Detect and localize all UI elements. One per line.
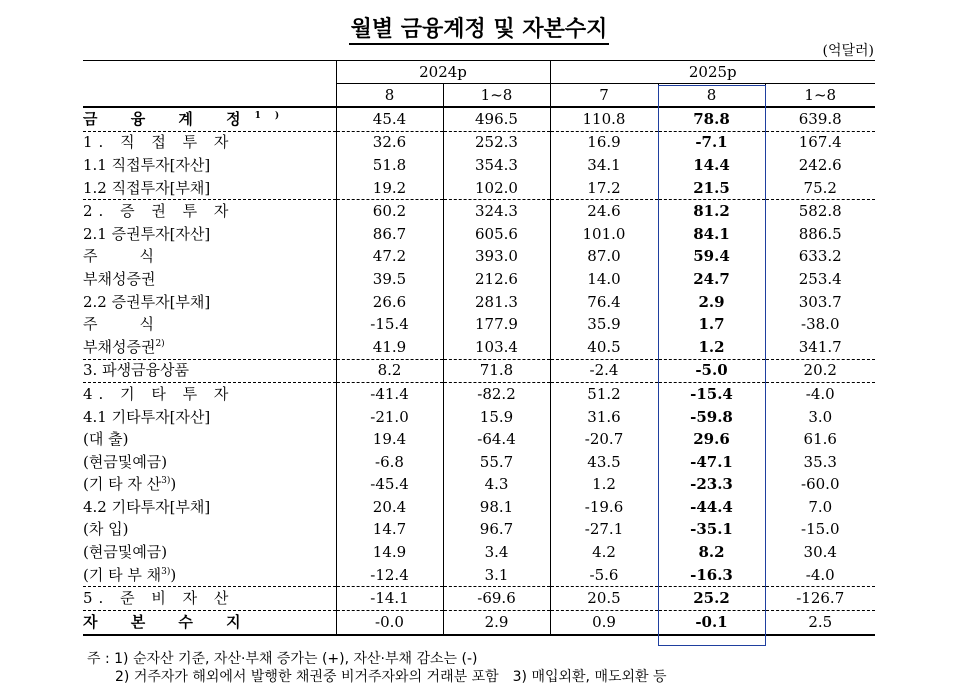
- page-title: 월별 금융계정 및 자본수지: [0, 12, 958, 43]
- row-label: 4.2 기타투자[부채]: [83, 497, 211, 516]
- table-cell: -15.4: [336, 313, 443, 336]
- row-label: 부채성증권: [83, 269, 156, 288]
- table-cell: -64.4: [443, 428, 550, 451]
- table-cell: 101.0: [550, 223, 658, 246]
- footnote-marker: 3): [161, 476, 171, 487]
- table-cell: 14.0: [550, 268, 658, 291]
- table-cell: 96.7: [443, 519, 550, 542]
- table-cell: 98.1: [443, 496, 550, 519]
- table-cell: 2.9: [443, 611, 550, 635]
- table-cell: 35.3: [765, 451, 875, 474]
- table-cell: 78.8: [658, 107, 765, 131]
- table-cell: 4.2: [550, 541, 658, 564]
- table-cell: 3.1: [443, 564, 550, 587]
- table-cell: -2.4: [550, 359, 658, 383]
- table-cell: -44.4: [658, 496, 765, 519]
- table-cell: 84.1: [658, 223, 765, 246]
- table-cell: 87.0: [550, 246, 658, 269]
- header-2025: 2025p: [550, 61, 875, 84]
- table-cell: 633.2: [765, 246, 875, 269]
- table-cell: 75.2: [765, 177, 875, 200]
- header-month: 8: [658, 84, 765, 108]
- row-label: 1.1 직접투자[자산]: [83, 155, 211, 174]
- table-cell: 103.4: [443, 336, 550, 359]
- table-cell: 252.3: [443, 131, 550, 154]
- table-cell: 17.2: [550, 177, 658, 200]
- footnote-2: 2) 거주자가 해외에서 발행한 채권중 비거주자와의 거래분 포함: [115, 669, 499, 685]
- row-label: (기 타 자 산$^{3)}$): [83, 475, 177, 494]
- table-row: [83, 131, 875, 154]
- row-label: 1.2 직접투자[부채]: [83, 178, 211, 197]
- table-cell: -38.0: [765, 313, 875, 336]
- table-cell: -69.6: [443, 587, 550, 611]
- row-label: 2.1 증권투자[자산]: [83, 224, 211, 243]
- table-cell: 24.6: [550, 200, 658, 223]
- table-row: [83, 611, 875, 635]
- table-row: [83, 383, 875, 406]
- table-cell: -14.1: [336, 587, 443, 611]
- table-row: [83, 564, 875, 587]
- table-cell: -4.0: [765, 564, 875, 587]
- table-cell: -47.1: [658, 451, 765, 474]
- table-cell: -20.7: [550, 428, 658, 451]
- table-cell: 30.4: [765, 541, 875, 564]
- table-cell: 71.8: [443, 359, 550, 383]
- table-row: [83, 246, 875, 269]
- table-row: [83, 268, 875, 291]
- row-label: 4. 기 타 투 자: [83, 383, 336, 406]
- table-cell: 886.5: [765, 223, 875, 246]
- table-cell: 47.2: [336, 246, 443, 269]
- header-2024: 2024p: [336, 61, 550, 84]
- table-cell: 25.2: [658, 587, 765, 611]
- table-cell: 4.3: [443, 474, 550, 497]
- table-cell: 32.6: [336, 131, 443, 154]
- table-cell: -4.0: [765, 383, 875, 406]
- table-cell: 167.4: [765, 131, 875, 154]
- table-row: [83, 154, 875, 177]
- header-row-years: [83, 61, 875, 84]
- table-cell: -82.2: [443, 383, 550, 406]
- row-label: 3. 파생금융상품: [83, 359, 336, 383]
- table-cell: -35.1: [658, 519, 765, 542]
- table-cell: 14.9: [336, 541, 443, 564]
- table-cell: 24.7: [658, 268, 765, 291]
- table-row: [83, 313, 875, 336]
- table-cell: 341.7: [765, 336, 875, 359]
- footnotes: [87, 650, 667, 686]
- table-cell: 177.9: [443, 313, 550, 336]
- row-label: 4.1 기타투자[자산]: [83, 407, 211, 426]
- header-month: 1~8: [443, 84, 550, 108]
- table-cell: 60.2: [336, 200, 443, 223]
- row-label: 주식: [83, 247, 196, 266]
- table-cell: -15.4: [658, 383, 765, 406]
- header-month: 7: [550, 84, 658, 108]
- table-cell: 7.0: [765, 496, 875, 519]
- table-row: [83, 359, 875, 383]
- table-cell: -16.3: [658, 564, 765, 587]
- table-cell: -15.0: [765, 519, 875, 542]
- table-cell: 59.4: [658, 246, 765, 269]
- table-cell: 496.5: [443, 107, 550, 131]
- table-cell: 20.2: [765, 359, 875, 383]
- footnote-marker: 1): [254, 110, 294, 121]
- footnote-marker: 3): [161, 566, 171, 577]
- table-cell: -59.8: [658, 406, 765, 429]
- table-cell: 21.5: [658, 177, 765, 200]
- table-row: [83, 200, 875, 223]
- table-cell: 2.5: [765, 611, 875, 635]
- table-cell: -0.1: [658, 611, 765, 635]
- row-label: 부채성증권$^{2)}$: [83, 337, 165, 356]
- header-month: 8: [336, 84, 443, 108]
- table-cell: 14.7: [336, 519, 443, 542]
- table-cell: 41.9: [336, 336, 443, 359]
- table-cell: 242.6: [765, 154, 875, 177]
- row-label: (대 출): [83, 430, 129, 449]
- table-cell: -60.0: [765, 474, 875, 497]
- table-cell: 45.4: [336, 107, 443, 131]
- table-cell: 582.8: [765, 200, 875, 223]
- table-row: [83, 587, 875, 611]
- table-row: [83, 496, 875, 519]
- table-cell: 2.9: [658, 291, 765, 314]
- table-row: [83, 107, 875, 131]
- table-cell: 605.6: [443, 223, 550, 246]
- table-cell: 324.3: [443, 200, 550, 223]
- table-cell: 1.7: [658, 313, 765, 336]
- table-cell: 303.7: [765, 291, 875, 314]
- table-row: [83, 541, 875, 564]
- table-cell: 76.4: [550, 291, 658, 314]
- table-cell: -45.4: [336, 474, 443, 497]
- table-cell: -19.6: [550, 496, 658, 519]
- table-cell: 639.8: [765, 107, 875, 131]
- row-label: (차 입): [83, 520, 129, 539]
- table-cell: 39.5: [336, 268, 443, 291]
- row-label: (기 타 부 채$^{3)}$): [83, 565, 177, 584]
- table-row: [83, 428, 875, 451]
- table-cell: 31.6: [550, 406, 658, 429]
- table-cell: 3.4: [443, 541, 550, 564]
- table-row: [83, 451, 875, 474]
- table-row: [83, 177, 875, 200]
- table-cell: -12.4: [336, 564, 443, 587]
- row-label: 5. 준 비 자 산: [83, 587, 336, 611]
- table-cell: 19.4: [336, 428, 443, 451]
- table-cell: 8.2: [336, 359, 443, 383]
- table-cell: 26.6: [336, 291, 443, 314]
- table-cell: 40.5: [550, 336, 658, 359]
- financial-account-table: [83, 60, 875, 636]
- table-cell: 1.2: [658, 336, 765, 359]
- table-row: [83, 291, 875, 314]
- header-month: 1~8: [765, 84, 875, 108]
- table-cell: 102.0: [443, 177, 550, 200]
- table-cell: 16.9: [550, 131, 658, 154]
- table-cell: 86.7: [336, 223, 443, 246]
- table-cell: 19.2: [336, 177, 443, 200]
- table-cell: 43.5: [550, 451, 658, 474]
- table-cell: -27.1: [550, 519, 658, 542]
- table-cell: 20.4: [336, 496, 443, 519]
- table-cell: -5.0: [658, 359, 765, 383]
- table-cell: -7.1: [658, 131, 765, 154]
- table-cell: -23.3: [658, 474, 765, 497]
- table-body: [83, 107, 875, 635]
- table-cell: 0.9: [550, 611, 658, 635]
- table-cell: 110.8: [550, 107, 658, 131]
- table-cell: 55.7: [443, 451, 550, 474]
- table-row: [83, 223, 875, 246]
- table-cell: -126.7: [765, 587, 875, 611]
- row-label: (현금및예금): [83, 452, 168, 471]
- table-cell: 8.2: [658, 541, 765, 564]
- table-cell: -41.4: [336, 383, 443, 406]
- table-cell: -6.8: [336, 451, 443, 474]
- footnote-line-1: 주 : 1) 순자산 기준, 자산·부채 증가는 (+), 자산·부채 감소는 (-): [87, 651, 478, 667]
- table-cell: 14.4: [658, 154, 765, 177]
- row-label: 1. 직 접 투 자: [83, 131, 336, 154]
- row-label: (현금및예금): [83, 543, 168, 562]
- table-cell: 51.2: [550, 383, 658, 406]
- table-cell: 34.1: [550, 154, 658, 177]
- unit-label: (억달러): [822, 43, 874, 59]
- row-label: 금 융 계 정$^{1)}$: [83, 107, 336, 131]
- table-cell: 212.6: [443, 268, 550, 291]
- table-cell: 3.0: [765, 406, 875, 429]
- row-label: 2.2 증권투자[부채]: [83, 292, 211, 311]
- row-label: 2. 증 권 투 자: [83, 200, 336, 223]
- table-cell: 1.2: [550, 474, 658, 497]
- table-cell: 253.4: [765, 268, 875, 291]
- table-cell: 35.9: [550, 313, 658, 336]
- table-row: [83, 336, 875, 359]
- row-label: 자 본 수 지: [83, 611, 336, 635]
- table-row: [83, 474, 875, 497]
- table-row: [83, 519, 875, 542]
- table-cell: -5.6: [550, 564, 658, 587]
- table-cell: 15.9: [443, 406, 550, 429]
- table-cell: 61.6: [765, 428, 875, 451]
- table-cell: 393.0: [443, 246, 550, 269]
- footnote-3: 3) 매입외환, 매도외환 등: [512, 669, 667, 685]
- table-cell: -21.0: [336, 406, 443, 429]
- header-row-months: [83, 84, 875, 108]
- table-cell: 51.8: [336, 154, 443, 177]
- table-cell: 20.5: [550, 587, 658, 611]
- row-label: 주식: [83, 315, 196, 334]
- table-cell: -0.0: [336, 611, 443, 635]
- footnote-line-2: [87, 668, 667, 686]
- table-cell: 29.6: [658, 428, 765, 451]
- table-row: [83, 406, 875, 429]
- table-cell: 281.3: [443, 291, 550, 314]
- table-cell: 354.3: [443, 154, 550, 177]
- table-cell: 81.2: [658, 200, 765, 223]
- footnote-marker: 2): [155, 338, 165, 349]
